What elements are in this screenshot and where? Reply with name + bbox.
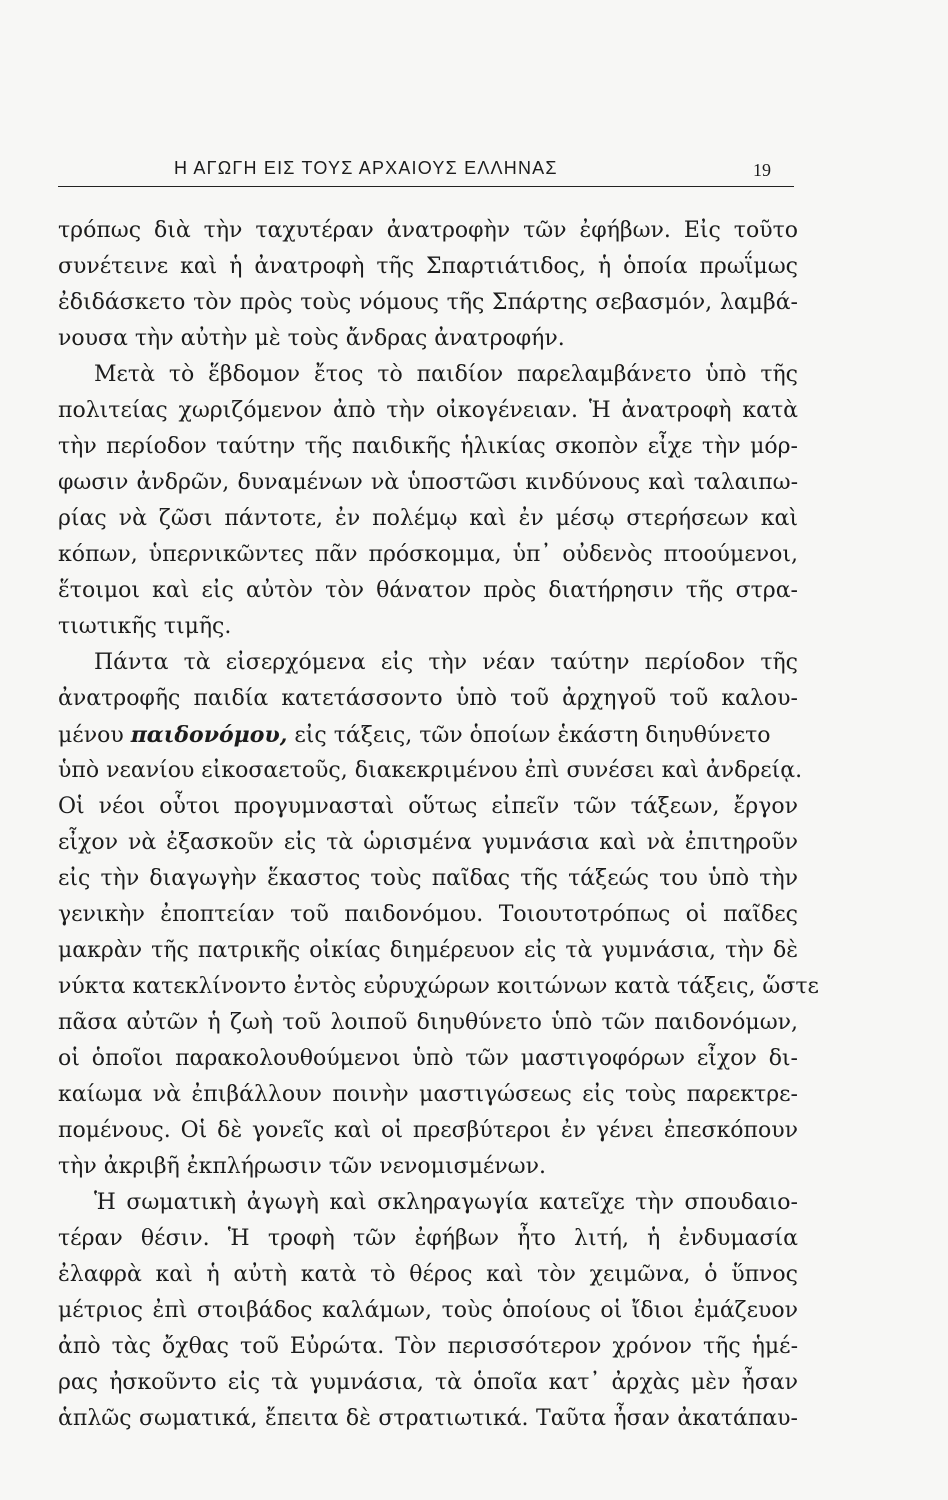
text-line: Ἡ σωματικὴ ἀγωγὴ καὶ σκληραγωγία κατεῖχε τὴν σπουδαιο-	[94, 1190, 798, 1215]
text-line: ρας ἠσκοῦντο εἰς τὰ γυμνάσια, τὰ ὁποῖα κατ᾽ ἀρχὰς μὲν ἦσαν	[58, 1370, 798, 1395]
text-line: φωσιν ἀνδρῶν, δυναμένων νὰ ὑποστῶσι κινδύνους καὶ ταλαιπω-	[58, 470, 798, 495]
text-line: ρίας νὰ ζῶσι πάντοτε, ἐν πολέμῳ καὶ ἐν μέσῳ στερήσεων καὶ	[58, 506, 798, 531]
text-line: Οἱ νέοι οὗτοι προγυμνασταὶ οὕτως εἰπεῖν τῶν τάξεων, ἔργον	[58, 794, 798, 819]
text-line: γενικὴν ἐποπτείαν τοῦ παιδονόμου. Τοιουτοτρόπως οἱ παῖδες	[58, 902, 798, 927]
text-line: τέραν θέσιν. Ἡ τροφὴ τῶν ἐφήβων ἦτο λιτή, ἡ ἐνδυμασία	[58, 1226, 798, 1251]
text-line: τιωτικῆς τιμῆς.	[58, 614, 232, 639]
text-line: κόπων, ὑπερνικῶντες πᾶν πρόσκομμα, ὑπ᾽ οὐδενὸς πτοούμενοι,	[58, 542, 798, 567]
header-rule	[58, 186, 794, 187]
text-line: πομένους. Οἱ δὲ γονεῖς καὶ οἱ πρεσβύτεροι ἐν γένει ἐπεσκόπουν	[58, 1118, 798, 1143]
text-line: Πάντα τὰ εἰσερχόμενα εἰς τὴν νέαν ταύτην περίοδον τῆς	[94, 650, 798, 675]
text-line: τὴν περίοδον ταύτην τῆς παιδικῆς ἡλικίας σκοπὸν εἶχε τὴν μόρ-	[58, 434, 798, 459]
text-line: ὑπὸ νεανίου εἰκοσαετοῦς, διακεκριμένου ἐπὶ συνέσει καὶ ἀνδρείᾳ.	[58, 758, 803, 783]
text-line: ἐλαφρὰ καὶ ἡ αὐτὴ κατὰ τὸ θέρος καὶ τὸν χειμῶνα, ὁ ὕπνος	[58, 1262, 798, 1287]
text-line: νουσα τὴν αὐτὴν μὲ τοὺς ἄνδρας ἀνατροφήν.	[58, 326, 565, 351]
text-fragment: μένου	[58, 723, 124, 748]
text-fragment: εἰς τάξεις, τῶν ὁποίων ἑκάστη διηυθύνετο	[294, 723, 771, 748]
text-line: εἶχον νὰ ἐξασκοῦν εἰς τὰ ὡρισμένα γυμνάσια καὶ νὰ ἐπιτηροῦν	[58, 830, 798, 855]
text-line: ἐδιδάσκετο τὸν πρὸς τοὺς νόμους τῆς Σπάρτης σεβασμόν, λαμβά-	[58, 290, 798, 315]
text-line: μέτριος ἐπὶ στοιβάδος καλάμων, τοὺς ὁποίους οἱ ἴδιοι ἐμάζευον	[58, 1298, 798, 1323]
emphasized-term: παιδονόμου,	[130, 722, 288, 748]
text-line: ἕτοιμοι καὶ εἰς αὐτὸν τὸν θάνατον πρὸς διατήρησιν τῆς στρα-	[58, 578, 798, 603]
text-line: ἀπὸ τὰς ὄχθας τοῦ Εὐρώτα. Τὸν περισσότερον χρόνον τῆς ἡμέ-	[58, 1334, 798, 1359]
text-line: ἁπλῶς σωματικά, ἔπειτα δὲ στρατιωτικά. Ταῦτα ἦσαν ἀκατάπαυ-	[58, 1406, 798, 1431]
text-line: καίωμα νὰ ἐπιβάλλουν ποινὴν μαστιγώσεως εἰς τοὺς παρεκτρε-	[58, 1082, 798, 1107]
text-line: ἀνατροφῆς παιδία κατετάσσοντο ὑπὸ τοῦ ἀρχηγοῦ τοῦ καλου-	[58, 686, 798, 711]
text-line: μακρὰν τῆς πατρικῆς οἰκίας διημέρευον εἰς τὰ γυμνάσια, τὴν δὲ	[58, 938, 798, 963]
text-line: οἱ ὁποῖοι παρακολουθούμενοι ὑπὸ τῶν μαστιγοφόρων εἶχον δι-	[58, 1046, 798, 1071]
text-line: εἰς τὴν διαγωγὴν ἕκαστος τοὺς παῖδας τῆς τάξεώς του ὑπὸ τὴν	[58, 866, 798, 891]
text-line: πολιτείας χωριζόμενον ἀπὸ τὴν οἰκογένειαν. Ἡ ἀνατροφὴ κατὰ	[58, 398, 798, 423]
text-line: νύκτα κατεκλίνοντο ἐντὸς εὐρυχώρων κοιτώνων κατὰ τάξεις, ὥστε	[58, 974, 819, 999]
text-line: πᾶσα αὐτῶν ἡ ζωὴ τοῦ λοιποῦ διηυθύνετο ὑπὸ τῶν παιδονόμων,	[58, 1010, 798, 1035]
text-line	[58, 718, 771, 752]
running-head: Η ΑΓΩΓΗ ΕΙΣ ΤΟΥΣ ΑΡΧΑΙΟΥΣ ΕΛΛΗΝΑΣ	[174, 158, 558, 178]
text-line: τὴν ἀκριβῆ ἐκπλήρωσιν τῶν νενομισμένων.	[58, 1154, 546, 1179]
text-line: τρόπως διὰ τὴν ταχυτέραν ἀνατροφὴν τῶν ἐφήβων. Εἰς τοῦτο	[58, 218, 798, 243]
page-number: 19	[753, 160, 771, 180]
text-line: συνέτεινε καὶ ἡ ἀνατροφὴ τῆς Σπαρτιάτιδος, ἡ ὁποία πρωΐμως	[58, 254, 798, 279]
text-line: Μετὰ τὸ ἕβδομον ἔτος τὸ παιδίον παρελαμβάνετο ὑπὸ τῆς	[94, 362, 798, 387]
